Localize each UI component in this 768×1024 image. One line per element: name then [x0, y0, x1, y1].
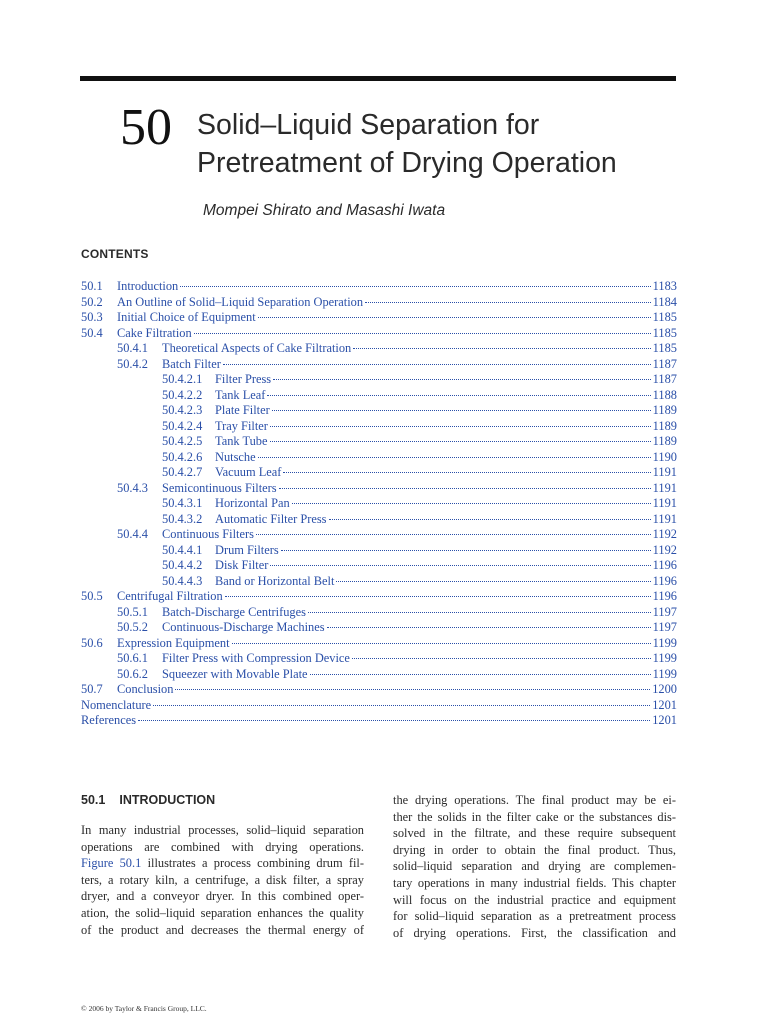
toc-entry-label: Tray Filter [215, 418, 268, 433]
toc-entry-number: 50.4.2.5 [162, 434, 203, 448]
toc-entry[interactable] [81, 372, 677, 388]
toc-entry-label: Horizontal Pan [215, 496, 290, 510]
toc-entry-page: 1188 [652, 387, 677, 402]
toc-entry-label: Theoretical Aspects of Cake Filtration [162, 341, 352, 355]
toc-entry-number: 50.6.2 [117, 666, 148, 681]
toc-entry-page: 1187 [652, 372, 677, 386]
left-column-text [81, 822, 364, 938]
toc-entry-number: 50.4.2.6 [162, 449, 203, 464]
text-line: tary operations in many industrial fields. This chapter [393, 875, 676, 890]
toc-dot-leader [232, 643, 651, 644]
toc-dot-leader [267, 395, 650, 396]
toc-entry-number: 50.4.2.1 [162, 372, 203, 386]
chapter-title-line: Pretreatment of Drying Operation [197, 147, 617, 179]
toc-entry-number: 50.6.1 [117, 651, 148, 665]
toc-entry[interactable] [81, 388, 677, 404]
toc-entry-number: 50.4.3.1 [162, 496, 203, 510]
text-line: ther the solids in the filter cake or the substances dis- [393, 809, 676, 824]
toc-entry[interactable] [81, 605, 677, 621]
toc-entry-page: 1196 [652, 573, 677, 588]
toc-entry-label: Introduction [117, 279, 179, 293]
toc-entry-number: 50.4.3 [117, 480, 148, 495]
text-line: solid–liquid separation and drying are complemen- [393, 859, 676, 874]
toc-dot-leader [223, 364, 651, 365]
toc-entry-number: 50.4.4.3 [162, 573, 203, 588]
toc-entry[interactable] [81, 465, 677, 481]
toc-entry-number: 50.5 [81, 589, 103, 603]
toc-dot-leader [273, 379, 651, 380]
toc-entry[interactable] [81, 512, 677, 528]
toc-dot-leader [308, 612, 651, 613]
toc-entry-page: 1201 [652, 713, 677, 727]
toc-entry-number: 50.4.4.2 [162, 558, 203, 572]
toc-entry-number: 50.4.2.4 [162, 418, 203, 433]
toc-dot-leader [153, 705, 650, 706]
section-heading [81, 793, 215, 807]
toc-dot-leader [180, 286, 650, 287]
toc-entry-page: 1191 [652, 480, 677, 495]
toc-entry-number: 50.2 [81, 294, 103, 309]
toc-entry-number: 50.4.2.2 [162, 387, 203, 402]
chapter-authors: Mompei Shirato and Masashi Iwata [203, 202, 446, 219]
toc-entry[interactable] [81, 636, 677, 652]
text-line: dryer, and a conveyor dryer. In this combined oper- [81, 889, 364, 904]
toc-entry-page: 1197 [652, 604, 677, 619]
toc-entry-page: 1192 [652, 542, 677, 557]
toc-entry[interactable] [81, 434, 677, 450]
toc-entry-number: 50.7 [81, 682, 103, 696]
toc-dot-leader [270, 565, 650, 566]
toc-dot-leader [352, 658, 651, 659]
toc-entry-page: 1190 [652, 449, 677, 464]
toc-dot-leader [270, 426, 651, 427]
section-title: INTRODUCTION [119, 793, 216, 807]
toc-entry-page: 1199 [652, 635, 677, 650]
toc-entry-label: Disk Filter [215, 558, 269, 572]
toc-entry-page: 1196 [652, 558, 677, 572]
toc-dot-leader [310, 674, 651, 675]
toc-dot-leader [365, 302, 651, 303]
text-line: ters, a rotary kiln, a centrifuge, a disk filter, a spray [81, 872, 364, 887]
toc-entry[interactable] [81, 682, 677, 698]
toc-entry-page: 1184 [652, 294, 677, 309]
toc-entry-page: 1189 [652, 434, 677, 448]
text-fragment: illustrates a process combining drum fil- [147, 856, 364, 871]
toc-dot-leader [175, 689, 650, 690]
toc-entry-number: 50.6 [81, 635, 103, 650]
toc-dot-leader [279, 488, 651, 489]
toc-dot-leader [283, 472, 650, 473]
text-line: will focus on the industrial practice and equipment [393, 892, 676, 907]
toc-entry-label: Semicontinuous Filters [162, 480, 277, 495]
toc-dot-leader [258, 457, 651, 458]
toc-entry-number: 50.4.3.2 [162, 511, 203, 526]
toc-dot-leader [272, 410, 651, 411]
text-line: operations are combined with drying operations. [81, 839, 364, 854]
toc-dot-leader [292, 503, 651, 504]
contents-heading: CONTENTS [81, 247, 149, 261]
toc-entry-number: 50.4.2 [117, 356, 148, 371]
toc-entry-page: 1185 [652, 341, 677, 355]
text-line: for solid–liquid separation as a pretreatment process [393, 909, 676, 924]
toc-entry-label: Filter Press [215, 372, 272, 386]
toc-entry-page: 1192 [652, 527, 677, 541]
toc-dot-leader [270, 441, 651, 442]
figure-link[interactable]: Figure 50.1 [81, 856, 142, 871]
toc-entry-number: 50.4.4.1 [162, 542, 203, 557]
toc-entry-label: Nomenclature [81, 697, 152, 712]
toc-entry-page: 1189 [652, 418, 677, 433]
chapter-number: 50 [120, 99, 172, 156]
toc-entry-label: Batch-Discharge Centrifuges [162, 604, 306, 619]
toc-entry-number: 50.5.2 [117, 620, 148, 634]
toc-dot-leader [258, 317, 651, 318]
toc-entry[interactable] [81, 527, 677, 543]
toc-entry[interactable] [81, 496, 677, 512]
toc-entry-page: 1187 [652, 356, 677, 371]
toc-dot-leader [327, 627, 651, 628]
toc-entry-page: 1191 [652, 496, 677, 510]
text-line: of the product and decreases the thermal energy of [81, 922, 364, 937]
toc-entry[interactable] [81, 419, 677, 435]
toc-entry-number: 50.4 [81, 325, 103, 340]
text-line: of drying operations. First, the classification and [393, 925, 676, 940]
copyright-notice: © 2006 by Taylor & Francis Group, LLC. [81, 1004, 207, 1013]
toc-entry[interactable] [81, 357, 677, 373]
toc-entry-number: 50.3 [81, 310, 103, 324]
toc-entry[interactable] [81, 589, 677, 605]
toc-entry-number: 50.4.1 [117, 341, 148, 355]
toc-dot-leader [353, 348, 650, 349]
toc-entry-number: 50.5.1 [117, 604, 148, 619]
toc-entry-label: Initial Choice of Equipment [117, 310, 256, 324]
toc-entry[interactable] [81, 341, 677, 357]
toc-dot-leader [281, 550, 651, 551]
toc-entry[interactable] [81, 698, 677, 714]
toc-dot-leader [225, 596, 651, 597]
text-line: drying in order to obtain the final product. Thus, [393, 842, 676, 857]
toc-entry[interactable] [81, 326, 677, 342]
toc-entry[interactable] [81, 574, 677, 590]
toc-entry-page: 1191 [652, 511, 677, 526]
toc-entry-label: Tank Leaf [215, 387, 266, 402]
toc-entry[interactable] [81, 279, 677, 295]
toc-entry-label: Continuous-Discharge Machines [162, 620, 325, 634]
toc-dot-leader [138, 720, 650, 721]
toc-entry[interactable] [81, 558, 677, 574]
toc-entry-page: 1191 [652, 465, 677, 479]
toc-entry-number: 50.4.2.3 [162, 403, 203, 417]
toc-entry-label: Expression Equipment [117, 635, 230, 650]
toc-entry-label: References [81, 713, 137, 727]
toc-entry-label: Nutsche [215, 449, 256, 464]
toc-entry[interactable] [81, 543, 677, 559]
toc-dot-leader [256, 534, 651, 535]
toc-entry-label: Conclusion [117, 682, 174, 696]
section-number: 50.1 [81, 793, 106, 807]
toc-entry-number: 50.1 [81, 279, 103, 293]
toc-entry[interactable] [81, 403, 677, 419]
toc-entry-label: Filter Press with Compression Device [162, 651, 350, 665]
toc-entry[interactable] [81, 713, 677, 729]
toc-entry-label: Band or Horizontal Belt [215, 573, 335, 588]
toc-entry-label: Tank Tube [215, 434, 268, 448]
toc-entry-label: Batch Filter [162, 356, 221, 371]
toc-entry-page: 1196 [652, 589, 677, 603]
text-line: solved in the filtrate, and these require subsequent [393, 826, 676, 841]
text-line: ation, the solid–liquid separation enhances the quality [81, 905, 364, 920]
toc-dot-leader [194, 333, 651, 334]
toc-entry-page: 1201 [652, 697, 677, 712]
toc-entry-label: An Outline of Solid–Liquid Separation Operation [117, 294, 364, 309]
toc-entry[interactable] [81, 295, 677, 311]
text-line: In many industrial processes, solid–liquid separation [81, 823, 364, 837]
toc-entry-label: Drum Filters [215, 542, 279, 557]
toc-entry-label: Continuous Filters [162, 527, 254, 541]
right-column-text [393, 792, 676, 941]
chapter-title-line: Solid–Liquid Separation for [197, 109, 540, 141]
toc-entry-label: Vacuum Leaf [215, 465, 282, 479]
table-of-contents [81, 279, 677, 729]
toc-entry-label: Squeezer with Movable Plate [162, 666, 308, 681]
toc-entry[interactable] [81, 450, 677, 466]
chapter-title [197, 106, 677, 182]
toc-entry-page: 1183 [652, 279, 677, 293]
toc-entry[interactable] [81, 310, 677, 326]
toc-dot-leader [336, 581, 650, 582]
toc-entry-page: 1199 [652, 666, 677, 681]
toc-entry-page: 1185 [652, 310, 677, 324]
toc-entry[interactable] [81, 667, 677, 683]
toc-entry-number: 50.4.4 [117, 527, 148, 541]
toc-entry-page: 1197 [652, 620, 677, 634]
toc-entry[interactable] [81, 651, 677, 667]
header-rule [80, 76, 676, 81]
toc-dot-leader [329, 519, 651, 520]
text-line: the drying operations. The final product may be ei- [393, 793, 676, 807]
toc-entry-label: Centrifugal Filtration [117, 589, 223, 603]
toc-entry-page: 1200 [652, 682, 677, 696]
toc-entry-number: 50.4.2.7 [162, 465, 203, 479]
toc-entry[interactable] [81, 620, 677, 636]
text-line [81, 855, 364, 872]
toc-entry-label: Plate Filter [215, 403, 270, 417]
toc-entry[interactable] [81, 481, 677, 497]
toc-entry-page: 1185 [652, 325, 677, 340]
toc-entry-page: 1189 [652, 403, 677, 417]
toc-entry-label: Cake Filtration [117, 325, 192, 340]
toc-entry-page: 1199 [652, 651, 677, 665]
toc-entry-label: Automatic Filter Press [215, 511, 327, 526]
